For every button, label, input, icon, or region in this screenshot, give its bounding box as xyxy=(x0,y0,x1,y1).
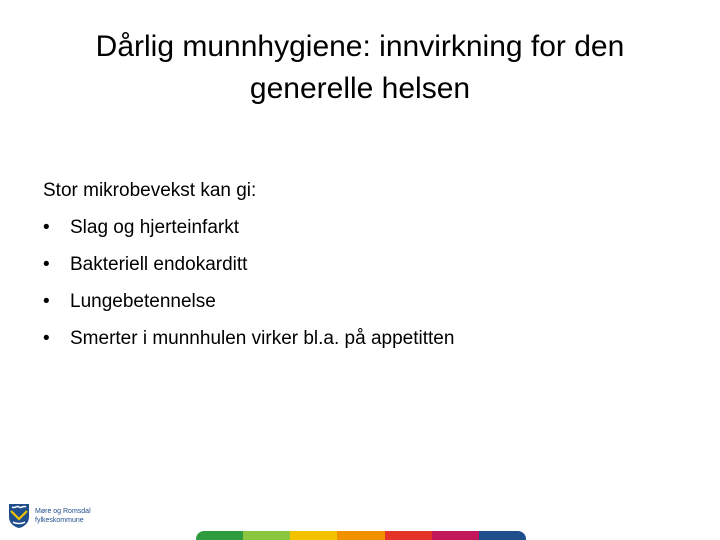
bullet-item xyxy=(43,320,663,357)
bullet-item xyxy=(43,246,663,283)
bullet-text: Smerter i munnhulen virker bl.a. på appetitten xyxy=(70,328,455,349)
color-band-segment xyxy=(243,531,290,540)
color-band-segment xyxy=(290,531,337,540)
bullet-icon: • xyxy=(43,328,50,349)
slide-title-line-2: generelle helsen xyxy=(249,72,471,105)
bullet-icon: • xyxy=(43,217,50,238)
bullet-icon: • xyxy=(43,254,50,275)
bullet-icon: • xyxy=(43,291,50,312)
bullet-text: Slag og hjerteinfarkt xyxy=(70,217,239,238)
bullet-list xyxy=(43,209,663,357)
color-band-segment xyxy=(385,531,432,540)
intro-text: Stor mikrobevekst kan gi: xyxy=(43,180,257,201)
slide-title-line-1: Dårlig munnhygiene: innvirkning for den xyxy=(95,30,625,63)
county-logo xyxy=(8,502,118,530)
color-band-segment xyxy=(337,531,384,540)
county-logo-line-1: Møre og Romsdal xyxy=(35,508,91,515)
color-band-segment xyxy=(432,531,479,540)
slide-body xyxy=(43,172,663,357)
slide-title xyxy=(40,26,680,110)
county-logo-text xyxy=(35,507,91,525)
bullet-item xyxy=(43,209,663,246)
footer-color-band xyxy=(196,531,526,540)
bullet-text: Lungebetennelse xyxy=(70,291,216,312)
color-band-segment xyxy=(196,531,243,540)
color-band-segment xyxy=(479,531,526,540)
bullet-item xyxy=(43,283,663,320)
county-crest-icon xyxy=(8,503,30,529)
bullet-text: Bakteriell endokarditt xyxy=(70,254,248,275)
county-logo-line-2: fylkeskommune xyxy=(35,517,84,524)
